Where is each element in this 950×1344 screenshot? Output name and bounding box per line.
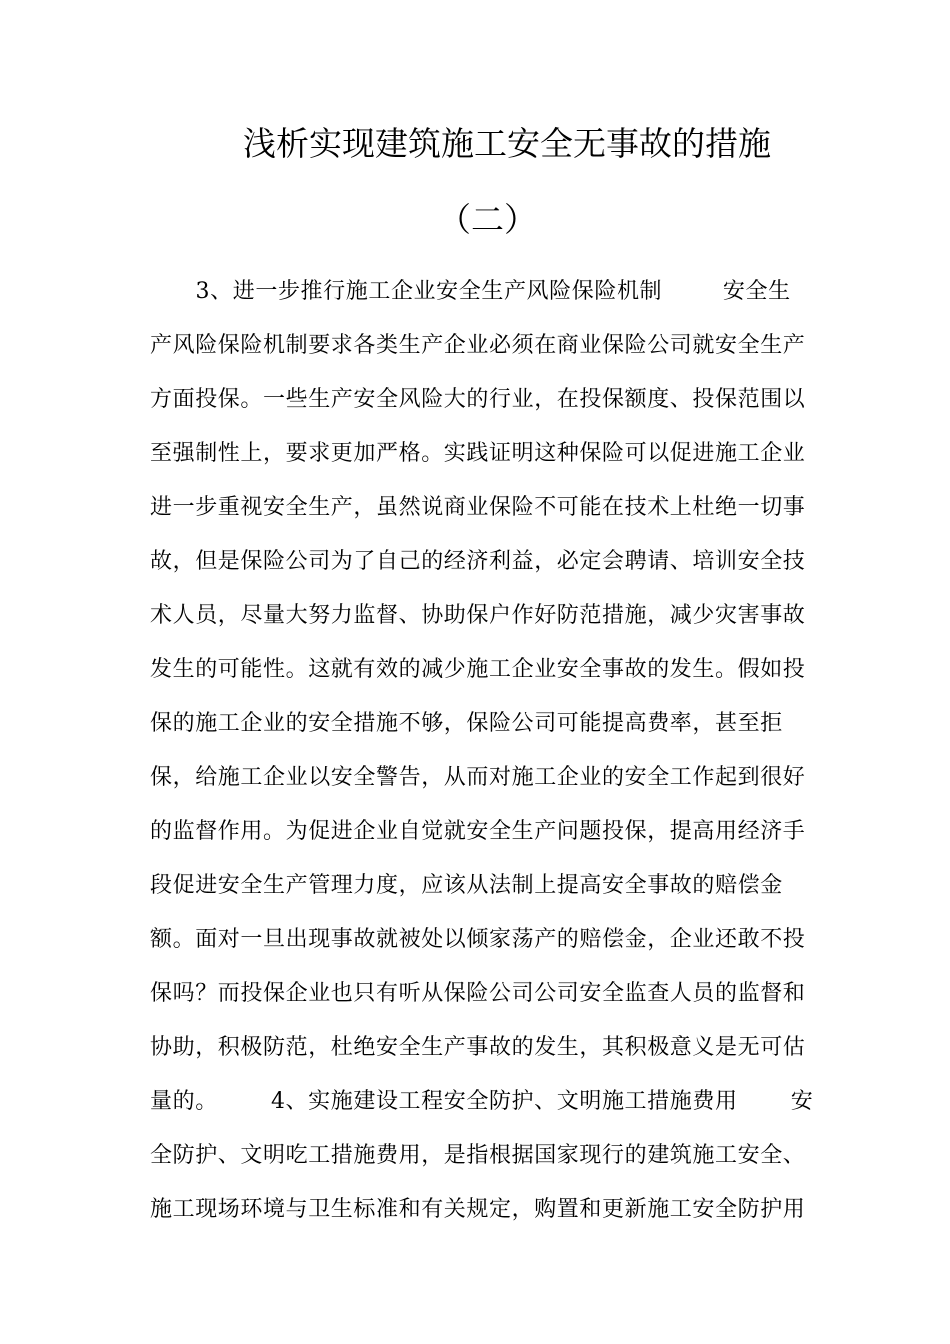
text-line: 产风险保险机制要求各类生产企业必须在商业保险公司就安全生产: [150, 333, 806, 358]
text-line: 方面投保。一些生产安全风险大的行业，在投保额度、投保范围以: [150, 387, 806, 412]
text-line: 保的施工企业的安全措施不够，保险公司可能提高费率，甚至拒: [150, 711, 783, 736]
text-line: 施工现场环境与卫生标准和有关规定，购置和更新施工安全防护用: [150, 1197, 806, 1222]
body-text: [150, 276, 814, 1248]
text-line: 全防护、文明吃工措施费用，是指根据国家现行的建筑施工安全、: [150, 1143, 806, 1168]
text-line: 3、进一步推行施工企业安全生产风险保险机制 安全生: [150, 279, 791, 304]
text-line: 故，但是保险公司为了自己的经济利益，必定会聘请、培训安全技: [150, 549, 806, 574]
text-line: 至强制性上，要求更加严格。实践证明这种保险可以促进施工企业: [150, 441, 806, 466]
document-title: 浅析实现建筑施工安全无事故的措施: [243, 124, 771, 163]
text-line: 段促进安全生产管理力度，应该从法制上提高安全事故的赔偿金: [150, 873, 783, 898]
document-subtitle: （二）: [438, 200, 537, 239]
text-line: 进一步重视安全生产，虽然说商业保险不可能在技术上杜绝一切事: [150, 495, 806, 520]
text-line: 术人员，尽量大努力监督、协助保户作好防范措施，减少灾害事故: [150, 603, 806, 628]
text-line: 量的。 4、实施建设工程安全防护、文明施工措施费用 安: [150, 1089, 814, 1114]
text-line: 发生的可能性。这就有效的减少施工企业安全事故的发生。假如投: [150, 657, 806, 682]
text-line: 的监督作用。为促进企业自觉就安全生产问题投保，提高用经济手: [150, 819, 806, 844]
text-line: 协助，积极防范，杜绝安全生产事故的发生，其积极意义是无可估: [150, 1035, 806, 1060]
text-line: 保，给施工企业以安全警告，从而对施工企业的安全工作起到很好: [150, 765, 806, 790]
text-line: 额。面对一旦出现事故就被处以倾家荡产的赔偿金，企业还敢不投: [150, 927, 806, 952]
text-line: 保吗？而投保企业也只有听从保险公司公司安全监查人员的监督和: [150, 981, 806, 1006]
